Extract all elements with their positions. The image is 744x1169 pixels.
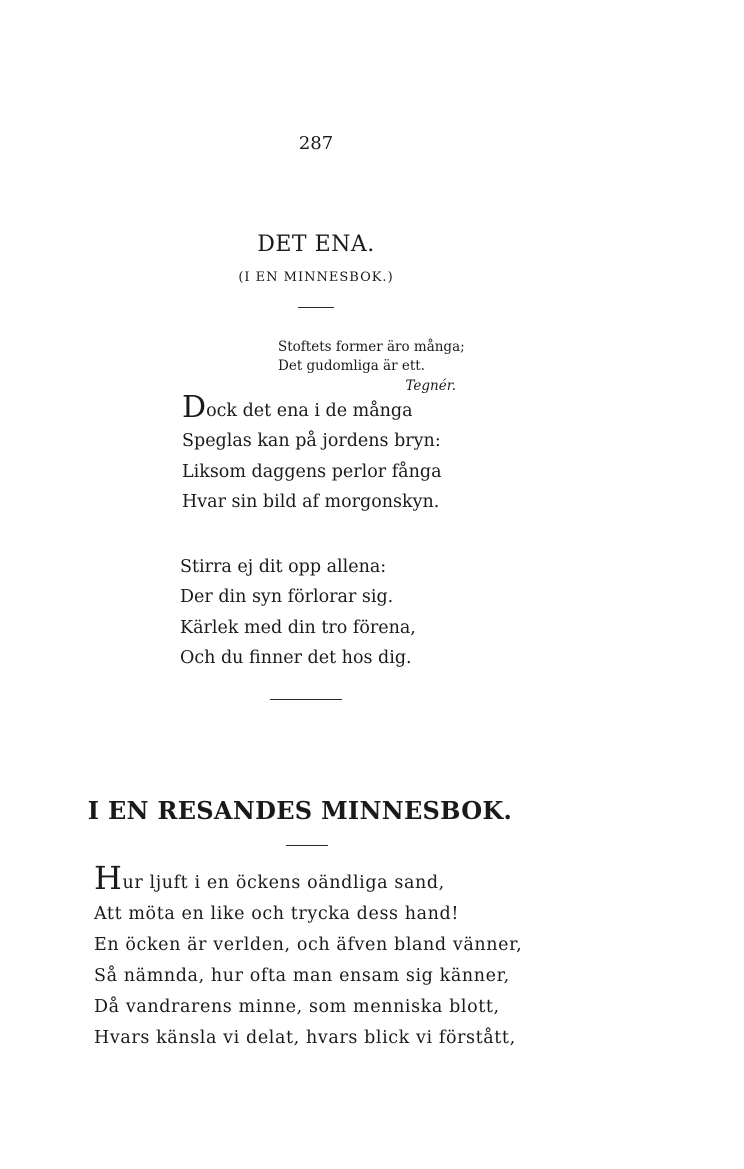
title-divider [298, 307, 334, 308]
poem-subtitle: (I EN MINNESBOK.) [238, 270, 394, 285]
poem-stanza [182, 390, 442, 517]
epigraph [278, 338, 465, 376]
poem-line: Så nämnda, hur ofta man ensam sig känner, [94, 966, 510, 986]
epigraph-author: Tegnér. [405, 378, 456, 394]
poem-title: I EN RESANDES MINNESBOK. [87, 796, 513, 825]
poem-line: Hvars känsla vi delat, hvars blick vi förstått, [94, 1028, 516, 1048]
poem-line: Stirra ej dit opp allena: [180, 557, 387, 577]
poem-line: Då vandrarens minne, som menniska blott, [94, 997, 500, 1017]
poem-line-text: ur ljuft i en öckens oändliga sand, [122, 873, 445, 893]
poem-line: Kärlek med din tro förena, [180, 617, 416, 638]
poem-line-text: ock det ena i de många [206, 401, 413, 421]
poem-line: Liksom daggens perlor fånga [182, 461, 442, 482]
epigraph-line: Det gudomliga är ett. [278, 358, 425, 374]
poem-line: En öcken är verlden, och äfven bland vänner, [94, 935, 523, 955]
drop-cap: H [94, 859, 123, 897]
poem-line: Der din syn förlorar sig. [180, 587, 394, 608]
poem-stanza [180, 552, 416, 673]
poem-body [94, 859, 523, 1054]
page-number: 287 [298, 133, 334, 154]
drop-cap: D [182, 390, 207, 425]
epigraph-line: Stoftets former äro många; [278, 339, 465, 355]
poem-end-divider [270, 699, 342, 700]
poem-title: DET ENA. [257, 232, 375, 257]
poem-line: Hvar sin bild af morgonskyn. [182, 491, 440, 512]
poem-line: Att möta en like och trycka dess hand! [94, 904, 459, 924]
poem-line: Och du finner det hos dig. [180, 647, 412, 668]
title-divider [286, 845, 328, 846]
poem-line [182, 390, 442, 426]
poem-line: Speglas kan på jordens bryn: [182, 431, 441, 452]
poem-line [94, 859, 522, 899]
